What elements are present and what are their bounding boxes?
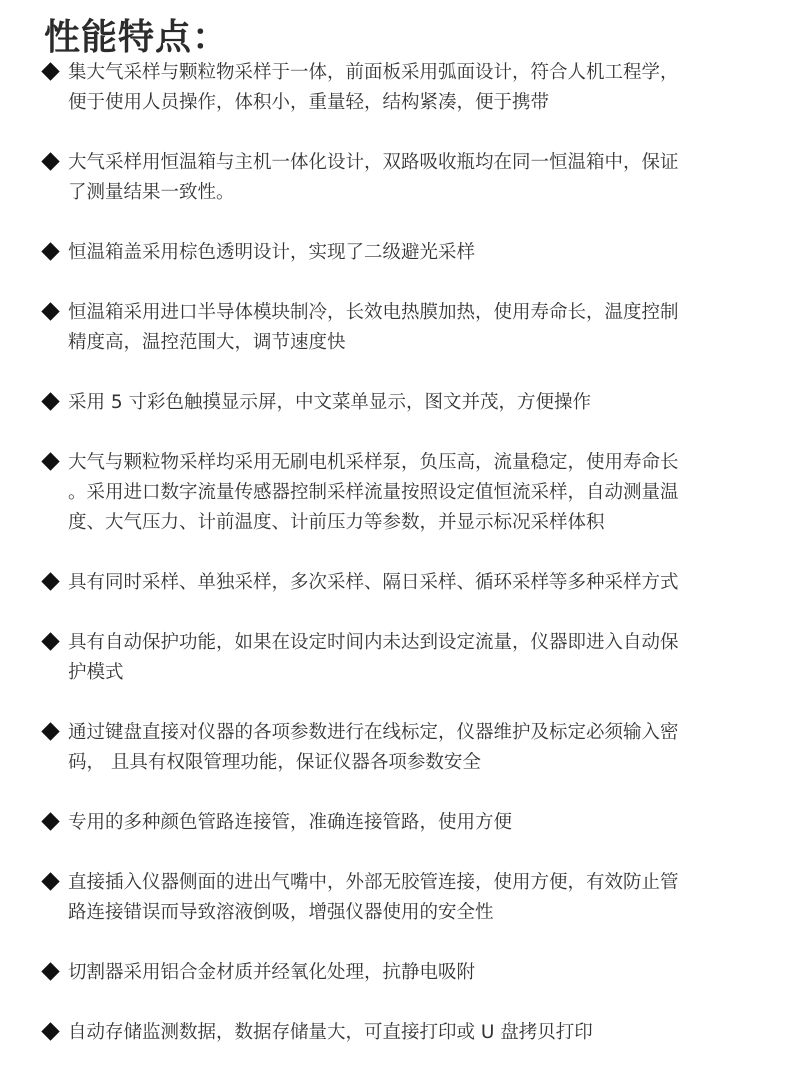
diamond-bullet-icon [41, 302, 59, 320]
diamond-bullet-icon [41, 632, 59, 650]
feature-line: 护模式 [68, 662, 124, 683]
feature-text [68, 958, 740, 988]
feature-text [68, 628, 740, 688]
feature-line: 恒温箱采用进口半导体模块制冷，长效电热膜加热，使用寿命长，温度控制 [68, 302, 679, 323]
diamond-bullet-icon [41, 572, 59, 590]
feature-line: 具有自动保护功能，如果在设定时间内未达到设定流量，仪器即进入自动保 [68, 632, 679, 653]
feature-line: 集大气采样与颗粒物采样于一体，前面板采用弧面设计，符合人机工程学， [68, 62, 679, 83]
page-title: 性能特点： [44, 17, 230, 58]
feature-line: 大气与颗粒物采样均采用无刷电机采样泵，负压高，流量稳定，使用寿命长 [68, 452, 679, 473]
feature-line: 精度高，温控范围大，调节速度快 [68, 332, 346, 353]
feature-line: 大气采样用恒温箱与主机一体化设计，双路吸收瓶均在同一恒温箱中，保证 [68, 152, 679, 173]
feature-text [68, 448, 740, 538]
feature-text [68, 868, 740, 928]
feature-text [68, 568, 740, 598]
feature-text [68, 808, 740, 838]
feature-text [68, 298, 740, 358]
diamond-bullet-icon [41, 452, 59, 470]
feature-line: 恒温箱盖采用棕色透明设计，实现了二级避光采样 [68, 242, 476, 263]
feature-text [68, 58, 740, 118]
feature-text [68, 718, 740, 778]
feature-line: 切割器采用铝合金材质并经氧化处理，抗静电吸附 [68, 962, 476, 983]
feature-text [68, 388, 740, 418]
diamond-bullet-icon [41, 242, 59, 260]
diamond-bullet-icon [41, 962, 59, 980]
feature-line: 了测量结果一致性。 [68, 182, 235, 203]
feature-line: 度、大气压力、计前温度、计前压力等参数，并显示标况采样体积 [68, 512, 605, 533]
diamond-bullet-icon [41, 1022, 59, 1040]
feature-line: 。采用进口数字流量传感器控制采样流量按照设定值恒流采样，自动测量温 [68, 482, 679, 503]
diamond-bullet-icon [41, 392, 59, 410]
feature-line: 便于使用人员操作，体积小，重量轻，结构紧凑，便于携带 [68, 92, 550, 113]
feature-line: 通过键盘直接对仪器的各项参数进行在线标定，仪器维护及标定必须输入密 [68, 722, 679, 743]
diamond-bullet-icon [41, 152, 59, 170]
feature-text [68, 238, 740, 268]
feature-line: 专用的多种颜色管路连接管，准确连接管路，使用方便 [68, 812, 513, 833]
diamond-bullet-icon [41, 872, 59, 890]
feature-line: 具有同时采样、单独采样，多次采样、隔日采样、循环采样等多种采样方式 [68, 572, 679, 593]
feature-line: 自动存储监测数据，数据存储量大，可直接打印或 U 盘拷贝打印 [68, 1022, 593, 1043]
diamond-bullet-icon [41, 722, 59, 740]
feature-line: 码， 且具有权限管理功能，保证仪器各项参数安全 [68, 752, 481, 773]
feature-text [68, 1018, 740, 1048]
feature-line: 路连接错误而导致溶液倒吸，增强仪器使用的安全性 [68, 902, 494, 923]
feature-line: 采用 5 寸彩色触摸显示屏，中文菜单显示，图文并茂，方便操作 [68, 392, 592, 413]
diamond-bullet-icon [41, 812, 59, 830]
feature-text [68, 148, 740, 208]
diamond-bullet-icon [41, 62, 59, 80]
feature-line: 直接插入仪器侧面的进出气嘴中，外部无胶管连接，使用方便，有效防止管 [68, 872, 679, 893]
